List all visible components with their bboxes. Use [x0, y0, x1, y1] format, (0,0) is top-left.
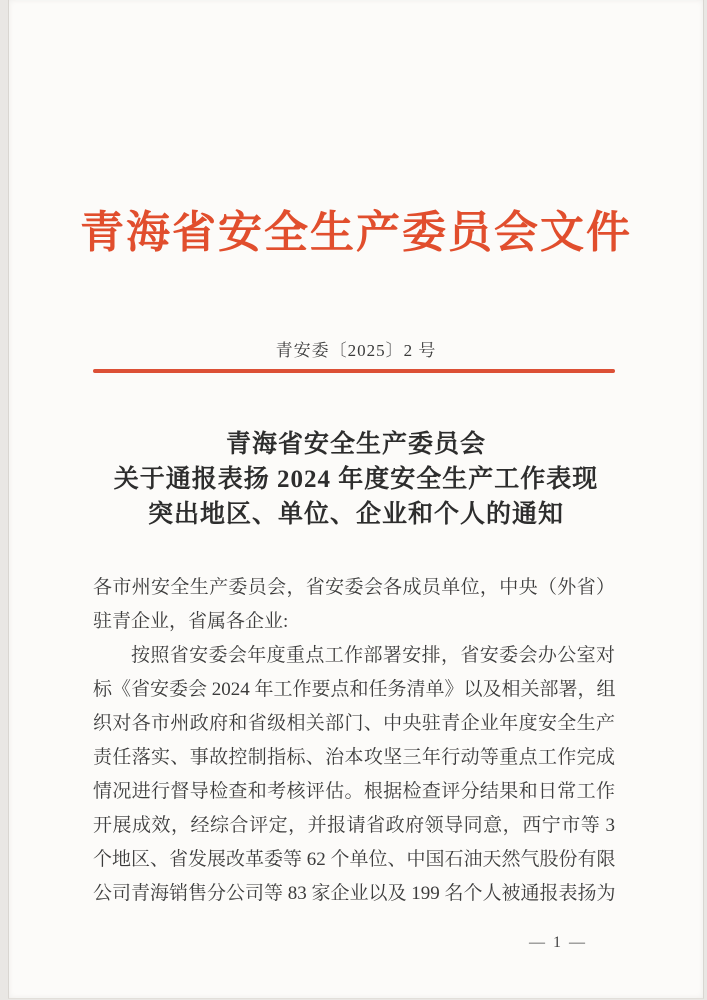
document-number: 青安委〔2025〕2 号: [275, 341, 437, 360]
body-line: 按照省安委会年度重点工作部署安排，省安委会办公室对: [131, 645, 615, 666]
body-line: 责任落实、事故控制指标、治本攻坚三年行动等重点工作完成: [93, 747, 615, 768]
notice-body: [93, 571, 615, 911]
notice-title: [51, 427, 661, 532]
notice-title-line-2: 关于通报表扬 2024 年度安全生产工作表现: [113, 466, 599, 493]
body-line: 开展成效，经综合评定，并报请省政府领导同意，西宁市等 3: [93, 815, 615, 836]
body-line: 情况进行督导检查和考核评估。根据检查评分结果和日常工作: [93, 781, 615, 802]
red-header-org-title: 青海省安全生产委员会文件: [80, 208, 632, 257]
body-line: 织对各市州政府和省级相关部门、中央驻青企业年度安全生产: [93, 713, 615, 734]
salutation-line: 驻青企业，省属各企业:: [93, 611, 289, 632]
document-page: [8, 0, 704, 999]
page-number: — 1 —: [529, 934, 587, 951]
body-line: 个地区、省发展改革委等 62 个单位、中国石油天然气股份有限: [93, 849, 616, 870]
body-line: 公司青海销售分公司等 83 家企业以及 199 名个人被通报表扬为: [93, 883, 616, 904]
body-line: 标《省安委会 2024 年工作要点和任务清单》以及相关部署，组: [93, 679, 616, 700]
notice-title-line-1: 青海省安全生产委员会: [225, 431, 486, 458]
notice-title-line-3: 突出地区、单位、企业和个人的通知: [147, 501, 564, 528]
red-divider-rule: [93, 369, 615, 373]
salutation-line: 各市州安全生产委员会，省安委会各成员单位，中央（外省）: [93, 577, 615, 598]
